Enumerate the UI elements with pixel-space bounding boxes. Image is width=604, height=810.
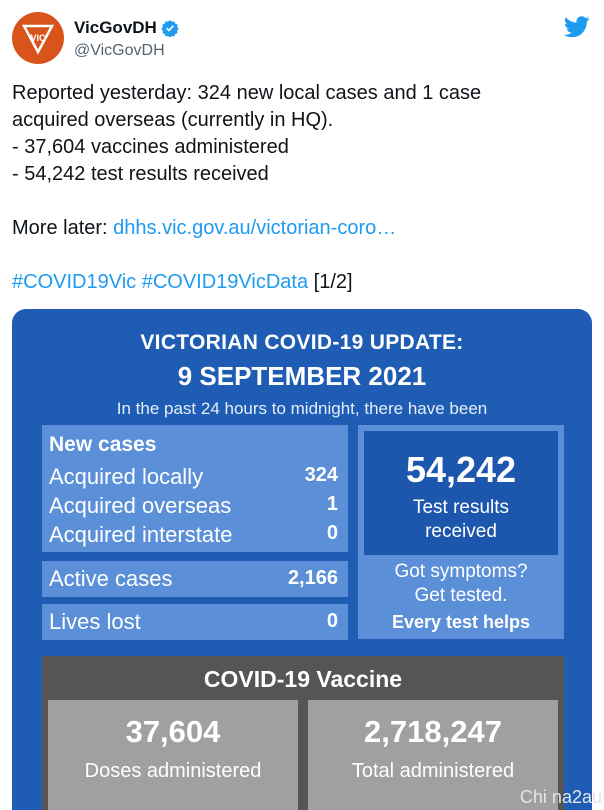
vaccine-title: COVID-19 Vaccine — [203, 666, 403, 692]
case-row-overseas — [49, 493, 338, 521]
tweet-line: - 37,604 vaccines administered — [12, 136, 289, 158]
doses-value: 37,604 — [125, 714, 221, 749]
doses-label: Doses administered — [84, 760, 262, 782]
tweet-header — [12, 12, 592, 66]
active-cases-value: 2,166 — [287, 567, 338, 589]
every-test-helps-text: Every test helps — [391, 612, 531, 632]
doses-box — [48, 700, 298, 810]
tests-panel — [364, 431, 558, 555]
hashtag-covid19vic[interactable]: #COVID19Vic — [12, 271, 137, 293]
verified-badge-icon — [161, 19, 179, 37]
get-tested-text: Get tested. — [414, 585, 508, 606]
lives-lost-box — [42, 604, 348, 640]
active-cases-box — [42, 561, 348, 597]
tests-label: received — [425, 521, 497, 542]
more-later-label: More later: — [12, 217, 114, 239]
watermark: Chi na2au — [519, 787, 602, 807]
twitter-bird-icon[interactable] — [564, 16, 590, 38]
tests-value: 54,242 — [405, 449, 517, 490]
case-row-locally — [49, 464, 338, 492]
case-value: 324 — [304, 464, 338, 486]
handle[interactable]: @VicGovDH — [74, 42, 165, 59]
tests-label: Test results — [412, 497, 510, 518]
vic-logo-icon — [12, 12, 64, 64]
tweet-line: Reported yesterday: 324 new local cases and 1 case — [12, 82, 482, 104]
avatar-text: VIC — [30, 33, 46, 43]
hashtag-covid19vicdata[interactable]: #COVID19VicData — [141, 271, 309, 293]
avatar[interactable] — [12, 12, 64, 64]
case-value: 1 — [326, 493, 338, 515]
active-cases-label: Active cases — [49, 566, 173, 591]
more-later-line — [12, 215, 592, 242]
new-cases-box — [42, 425, 348, 552]
new-cases-heading: New cases — [49, 433, 157, 456]
total-value: 2,718,247 — [364, 714, 502, 749]
lives-lost-value: 0 — [326, 610, 338, 632]
card-title: VICTORIAN COVID-19 UPDATE: — [140, 331, 464, 354]
tests-box — [358, 425, 564, 639]
name-row — [74, 18, 179, 38]
total-label: Total administered — [351, 760, 515, 782]
case-label: Acquired locally — [49, 464, 204, 489]
lives-lost-label: Lives lost — [49, 609, 141, 634]
display-name[interactable]: VicGovDH — [74, 18, 157, 37]
case-label: Acquired overseas — [49, 493, 232, 518]
tweet-text — [12, 80, 592, 296]
covid-update-card[interactable] — [12, 309, 592, 810]
case-value: 0 — [326, 522, 338, 544]
card-subtitle: In the past 24 hours to midnight, there have been — [116, 399, 488, 418]
more-link[interactable]: dhhs.vic.gov.au/victorian-coro… — [113, 217, 397, 239]
case-row-interstate — [49, 522, 338, 550]
vaccine-section — [42, 656, 564, 810]
thread-count: [1/2] — [313, 271, 353, 293]
card-date: 9 SEPTEMBER 2021 — [177, 361, 427, 391]
tweet-line: - 54,242 test results received — [12, 163, 269, 185]
symptoms-text: Got symptoms? — [394, 561, 528, 582]
hashtag-line — [12, 269, 592, 296]
case-label: Acquired interstate — [49, 522, 233, 547]
tweet-line: acquired overseas (currently in HQ). — [12, 109, 334, 131]
